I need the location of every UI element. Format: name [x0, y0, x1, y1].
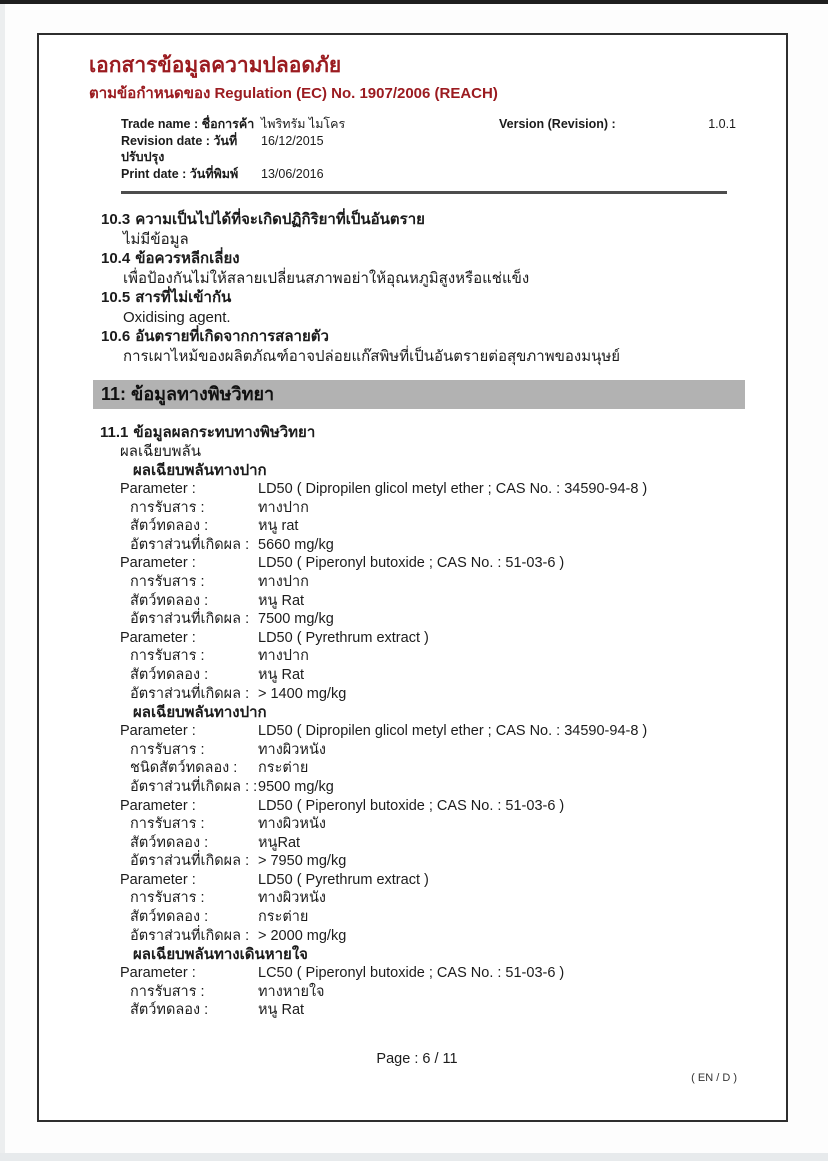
tox-row — [120, 573, 786, 592]
print-date-row — [121, 166, 499, 183]
section-11-1-heading — [100, 423, 786, 442]
tox-row-label: อัตราส่วนที่เกิดผล : — [130, 853, 250, 870]
tox-row-value: กระต่าย — [258, 909, 309, 926]
tox-row-label: อัตราส่วนที่เกิดผล : — [130, 536, 250, 553]
tox-row — [120, 759, 786, 778]
tox-row-value: ทางผิวหนัง — [258, 890, 326, 907]
tox-row-value: LD50 ( Pyrethrum extract ) — [258, 871, 429, 888]
tox-row-label: Parameter : — [120, 555, 196, 572]
section-11-band: 11: ข้อมูลทางพิษวิทยา — [93, 380, 745, 409]
tox-row — [120, 722, 786, 741]
language-note: ( EN / D ) — [691, 1072, 737, 1085]
document-page — [37, 33, 788, 1122]
tox-row-label: สัตว์ทดลอง : — [130, 909, 209, 926]
tox-row-label: Parameter : — [120, 629, 196, 646]
tox-row — [120, 1001, 786, 1020]
tox-row-value: > 2000 mg/kg — [258, 927, 347, 944]
tox-row — [120, 592, 786, 611]
tox-groups — [89, 461, 786, 1020]
header-meta-left — [121, 116, 499, 182]
tox-row-value: ทางปาก — [258, 499, 309, 516]
tox-row — [120, 983, 786, 1002]
tox-row — [120, 797, 786, 816]
tox-row-label: อัตราส่วนที่เกิดผล : — [130, 611, 250, 628]
tox-group-rows — [120, 722, 786, 945]
section-10-item — [101, 249, 786, 288]
tox-row-value: LD50 ( Pyrethrum extract ) — [258, 629, 429, 646]
tox-row-value: > 1400 mg/kg — [258, 685, 347, 702]
tox-row-value: ทางปาก — [258, 648, 309, 665]
tox-row — [120, 778, 786, 797]
section-10-body: ไม่มีข้อมูล — [123, 230, 189, 248]
tox-row-label: Parameter : — [120, 797, 196, 814]
tox-row-value: 7500 mg/kg — [258, 611, 334, 628]
tox-row — [120, 834, 786, 853]
tox-row-label: การรับสาร : — [130, 741, 205, 758]
tox-row-label: Parameter : — [120, 723, 196, 740]
section-10-heading-text: ข้อควรหลีกเลี่ยง — [135, 250, 240, 267]
version-label: Version (Revision) : — [499, 117, 616, 131]
section-10-heading — [101, 327, 786, 347]
tox-row — [120, 629, 786, 648]
tox-row-value: ทางปาก — [258, 573, 309, 590]
tox-row-label: ชนิดสัตว์ทดลอง : — [130, 760, 238, 777]
tox-row-label: การรับสาร : — [130, 648, 205, 665]
section-10-heading-text: สารที่ไม่เข้ากัน — [135, 289, 232, 306]
tox-row-value: หนู Rat — [258, 666, 305, 683]
tox-row — [120, 647, 786, 666]
tox-group-heading: ผลเฉียบพลันทางเดินหายใจ — [133, 946, 308, 964]
tox-row-label: การรับสาร : — [130, 816, 205, 833]
section-10-heading — [101, 210, 786, 230]
trade-name-value: ไพริทรัม ไมโคร — [261, 117, 346, 131]
section-10-heading — [101, 249, 786, 269]
tox-row-value: หนู Rat — [258, 592, 305, 609]
tox-row-value: ทางหายใจ — [258, 983, 325, 1000]
tox-row — [120, 610, 786, 629]
tox-row-value: หนู rat — [258, 518, 299, 535]
doc-title: เอกสารข้อมูลความปลอดภัย — [89, 54, 342, 77]
tox-row-label: Parameter : — [120, 965, 196, 982]
section-11 — [89, 423, 786, 1020]
tox-row-label: สัตว์ทดลอง : — [130, 666, 209, 683]
tox-row-value: หนู Rat — [258, 1002, 305, 1019]
tox-row-label: Parameter : — [120, 871, 196, 888]
tox-group-rows — [120, 480, 786, 703]
tox-group — [89, 461, 786, 703]
print-date-label: Print date : วันที่พิมพ์ — [121, 166, 239, 181]
tox-row — [120, 536, 786, 555]
tox-row-label: การรับสาร : — [130, 573, 205, 590]
tox-row — [120, 964, 786, 983]
tox-row-value: 9500 mg/kg — [258, 778, 334, 795]
tox-row — [120, 889, 786, 908]
section-10-number: 10.5 — [101, 289, 131, 306]
tox-row — [120, 927, 786, 946]
page-number: Page : 6 / 11 — [376, 1051, 458, 1068]
section-10-number: 10.6 — [101, 328, 131, 345]
tox-group-heading: ผลเฉียบพลันทางปาก — [133, 704, 267, 722]
tox-row-label: สัตว์ทดลอง : — [130, 1002, 209, 1019]
tox-group-rows — [120, 964, 786, 1020]
tox-row-label: อัตราส่วนที่เกิดผล : : — [130, 778, 258, 795]
section-10-item — [101, 210, 786, 249]
section-10-list — [101, 210, 786, 366]
tox-row-value: 5660 mg/kg — [258, 536, 334, 553]
tox-row-label: สัตว์ทดลอง : — [130, 592, 209, 609]
section-10-heading — [101, 288, 786, 308]
document-content — [39, 35, 786, 1086]
tox-row — [120, 871, 786, 890]
tox-row-value: กระต่าย — [258, 760, 309, 777]
tox-row-value: LD50 ( Dipropilen glicol metyl ether ; CAS No. : 34590-94-8 ) — [258, 723, 648, 740]
revision-date-value: 16/12/2015 — [261, 133, 324, 148]
section-10-number: 10.3 — [101, 211, 131, 228]
tox-row-value: LC50 ( Piperonyl butoxide ; CAS No. : 51-03-6 ) — [258, 965, 565, 982]
tox-row-value: LD50 ( Dipropilen glicol metyl ether ; CAS No. : 34590-94-8 ) — [258, 481, 648, 497]
tox-row-label: สัตว์ทดลอง : — [130, 518, 209, 535]
tox-row — [120, 499, 786, 518]
section-10-body: การเผาไหม้ของผลิตภัณฑ์อาจปล่อยแก๊สพิษที่เป็นอันตรายต่อสุขภาพของมนุษย์ — [123, 347, 621, 365]
top-edge-strip — [0, 0, 828, 4]
left-edge-strip — [0, 4, 5, 1153]
tox-row-label: อัตราส่วนที่เกิดผล : — [130, 685, 250, 702]
header-meta — [121, 116, 736, 182]
tox-row-label: การรับสาร : — [130, 499, 205, 516]
section-11-1-number: 11.1 — [100, 424, 129, 441]
section-10-item — [101, 288, 786, 327]
tox-row — [120, 852, 786, 871]
section-10-item — [101, 327, 786, 366]
revision-date-label: Revision date : วันที่ปรับปรุง — [121, 133, 238, 164]
tox-row-label: การรับสาร : — [130, 983, 205, 1000]
tox-group-heading: ผลเฉียบพลันทางปาก — [133, 462, 267, 479]
tox-row-value: LD50 ( Piperonyl butoxide ; CAS No. : 51-03-6 ) — [258, 555, 565, 572]
version-value: 1.0.1 — [708, 117, 736, 131]
tox-row — [120, 685, 786, 704]
tox-row-value: ทางผิวหนัง — [258, 741, 326, 758]
tox-row — [120, 554, 786, 573]
tox-row — [120, 908, 786, 927]
trade-name-label: Trade name : ชื่อการค้า — [121, 117, 255, 131]
revision-date-row — [121, 133, 499, 166]
tox-row-label: Parameter : — [120, 481, 196, 497]
tox-row — [120, 517, 786, 536]
tox-row-label: อัตราส่วนที่เกิดผล : — [130, 927, 250, 944]
version-row — [499, 116, 736, 182]
tox-row-value: หนูRat — [258, 834, 301, 851]
page-footer — [89, 1050, 786, 1086]
section-10-body: เพื่อป้องกันไม่ให้สลายเปลี่ยนสภาพอย่าให้อุณหภูมิสูงหรือแช่แข็ง — [123, 269, 530, 287]
section-11-1-title: ข้อมูลผลกระทบทางพิษวิทยา — [133, 424, 316, 441]
tox-row-label: การรับสาร : — [130, 890, 205, 907]
trade-name-row — [121, 116, 499, 133]
bottom-edge-strip — [0, 1153, 828, 1161]
tox-group — [89, 703, 786, 945]
tox-row — [120, 666, 786, 685]
print-date-value: 13/06/2016 — [261, 166, 324, 181]
tox-row-value: LD50 ( Piperonyl butoxide ; CAS No. : 51-03-6 ) — [258, 797, 565, 814]
tox-row — [120, 741, 786, 760]
tox-row — [120, 815, 786, 834]
header-rule — [121, 191, 727, 194]
section-10-body: Oxidising agent. — [123, 308, 231, 326]
tox-row-value: ทางผิวหนัง — [258, 816, 326, 833]
tox-row — [120, 480, 786, 499]
acute-effects-label: ผลเฉียบพลัน — [120, 443, 201, 460]
doc-subtitle: ตามข้อกำหนดของ Regulation (EC) No. 1907/2006 (REACH) — [89, 85, 498, 102]
section-10-heading-text: อันตรายที่เกิดจากการสลายตัว — [135, 328, 329, 345]
tox-group — [89, 945, 786, 1020]
tox-row-label: สัตว์ทดลอง : — [130, 834, 209, 851]
tox-row-value: > 7950 mg/kg — [258, 853, 347, 870]
section-10-heading-text: ความเป็นไปได้ที่จะเกิดปฏิกิริยาที่เป็นอันตราย — [135, 211, 425, 228]
section-10-number: 10.4 — [101, 250, 131, 267]
